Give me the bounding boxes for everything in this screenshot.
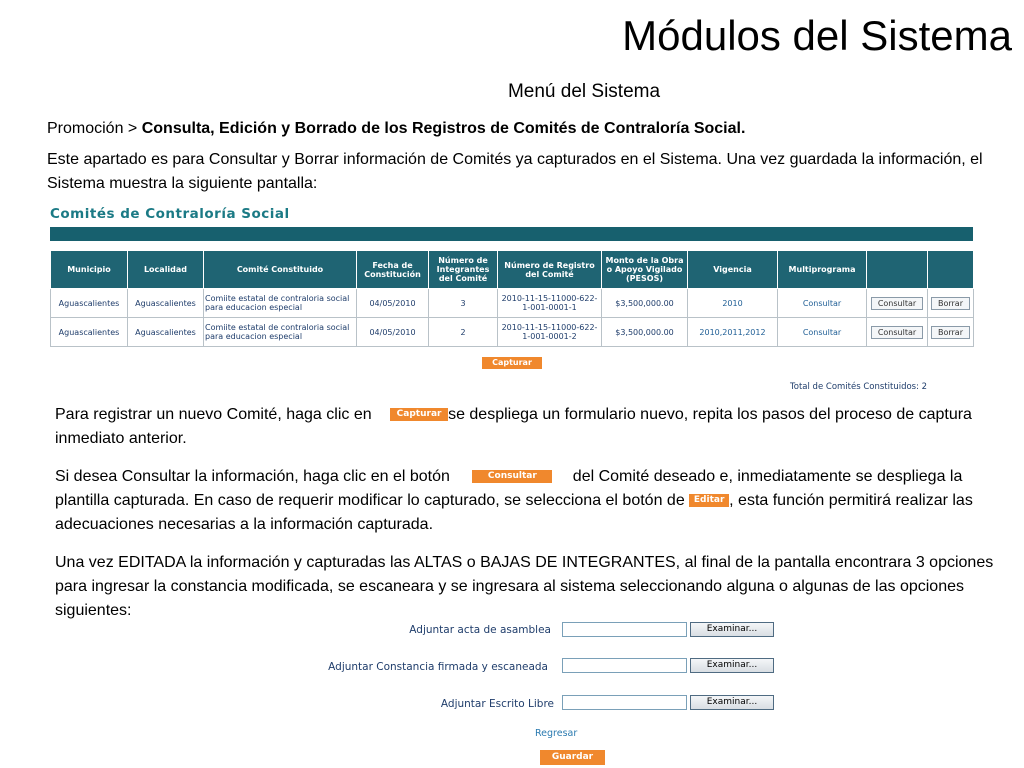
screen-title: Comités de Contraloría Social <box>50 206 290 222</box>
table-row <box>51 289 974 318</box>
constancia-file-input[interactable] <box>562 658 687 673</box>
column-header <box>867 251 928 289</box>
escrito-file-input[interactable] <box>562 695 687 710</box>
borrar-button[interactable]: Borrar <box>931 297 970 310</box>
committees-table <box>50 250 974 347</box>
multiprograma-link[interactable]: Consultar <box>778 289 867 318</box>
capturar-button-sample: Capturar <box>390 408 448 421</box>
cell-municipio: Aguascalientes <box>51 289 128 318</box>
column-header: Vigencia <box>688 251 778 289</box>
upload-row-constancia <box>0 661 548 677</box>
total-committees: Total de Comités Constituidos: 2 <box>790 382 928 392</box>
upload-label: Adjuntar Escrito Libre <box>440 698 554 710</box>
consultar-text-middle: del Comité deseado e, inmediatamente se despliega la plantilla capturada. En caso de requerir modificar lo capturado, se selecciona el botón de <box>55 468 963 509</box>
consultar-button[interactable]: Consultar <box>871 297 923 310</box>
consultar-button-sample: Consultar <box>472 470 552 483</box>
acta-browse-button[interactable]: Examinar... <box>690 622 774 637</box>
column-header: Municipio <box>51 251 128 289</box>
breadcrumb-section: Consulta, Edición y Borrado de los Registros de Comités de Contraloría Social. <box>141 120 746 137</box>
column-header: Número de Integrantes del Comité <box>429 251 498 289</box>
cell-consultar <box>867 318 928 347</box>
cell-municipio: Aguascalientes <box>51 318 128 347</box>
cell-integrantes: 3 <box>429 289 498 318</box>
slide-subtitle: Menú del Sistema <box>507 81 661 102</box>
cell-fecha: 04/05/2010 <box>357 289 429 318</box>
cell-vigencia: 2010,2011,2012 <box>688 318 778 347</box>
cell-comite: Comiite estatal de contraloria social para educacion especial <box>204 318 357 347</box>
table-header-row <box>51 251 974 289</box>
guardar-button[interactable]: Guardar <box>540 750 605 765</box>
column-header: Fecha de Constitución <box>357 251 429 289</box>
column-header: Localidad <box>128 251 204 289</box>
escrito-browse-button[interactable]: Examinar... <box>690 695 774 710</box>
capturar-button[interactable]: Capturar <box>482 357 542 369</box>
borrar-button[interactable]: Borrar <box>931 326 970 339</box>
multiprograma-link[interactable]: Consultar <box>778 318 867 347</box>
cell-borrar <box>928 289 974 318</box>
cell-localidad: Aguascalientes <box>128 318 204 347</box>
cell-registro: 2010-11-15-11000-622-1-001-0001-2 <box>498 318 602 347</box>
cell-registro: 2010-11-15-11000-622-1-001-0001-1 <box>498 289 602 318</box>
breadcrumb-prefix: Promoción > <box>47 120 142 137</box>
cell-integrantes: 2 <box>429 318 498 347</box>
column-header <box>928 251 974 289</box>
upload-row-acta <box>0 624 551 640</box>
consultar-text-after: , esta función permitirá realizar las adecuaciones necesarias a la información capturada. <box>55 492 973 533</box>
consultar-button[interactable]: Consultar <box>871 326 923 339</box>
edit-instructions: Una vez EDITADA la información y capturadas las ALTAS o BAJAS DE INTEGRANTES, al final de la pantalla encontrara 3 opciones para ingresar la constancia modificada, se escaneara y se ingresara al sistema seleccionando alguna o algunas de las opciones siguientes: <box>55 554 994 619</box>
cell-consultar <box>867 289 928 318</box>
column-header: Comité Constituido <box>204 251 357 289</box>
consultar-text-before: Si desea Consultar la información, haga clic en el botón <box>55 468 455 485</box>
slide-title: Módulos del Sistema <box>622 12 1012 59</box>
column-header: Multiprograma <box>778 251 867 289</box>
cell-localidad: Aguascalientes <box>128 289 204 318</box>
column-header: Número de Registro del Comité <box>498 251 602 289</box>
acta-file-input[interactable] <box>562 622 687 637</box>
capturar-text-after: se despliega un formulario nuevo, repita los pasos del proceso de captura inmediato anterior. <box>55 406 972 447</box>
table-row <box>51 318 974 347</box>
constancia-browse-button[interactable]: Examinar... <box>690 658 774 673</box>
cell-monto: $3,500,000.00 <box>602 318 688 347</box>
intro-paragraph: Este apartado es para Consultar y Borrar información de Comités ya capturados en el Sistema. Una vez guardada la información, el Sistema muestra la siguiente pantalla: <box>47 151 983 192</box>
cell-monto: $3,500,000.00 <box>602 289 688 318</box>
cell-vigencia: 2010 <box>688 289 778 318</box>
upload-row-escrito <box>0 698 554 714</box>
editar-button-sample: Editar <box>689 494 729 507</box>
consultar-instructions <box>55 465 1005 537</box>
cell-comite: Comiite estatal de contraloria social para educacion especial <box>204 289 357 318</box>
cell-borrar <box>928 318 974 347</box>
regresar-link[interactable]: Regresar <box>535 728 578 739</box>
upload-label: Adjuntar Constancia firmada y escaneada <box>328 661 548 673</box>
breadcrumb <box>47 120 745 138</box>
upload-label: Adjuntar acta de asamblea <box>409 624 551 636</box>
capturar-instructions <box>55 403 1005 451</box>
column-header: Monto de la Obra o Apoyo Vigilado (PESOS) <box>602 251 688 289</box>
screen-header-bar <box>50 227 973 241</box>
capturar-text-before: Para registrar un nuevo Comité, haga clic en <box>55 406 377 423</box>
cell-fecha: 04/05/2010 <box>357 318 429 347</box>
